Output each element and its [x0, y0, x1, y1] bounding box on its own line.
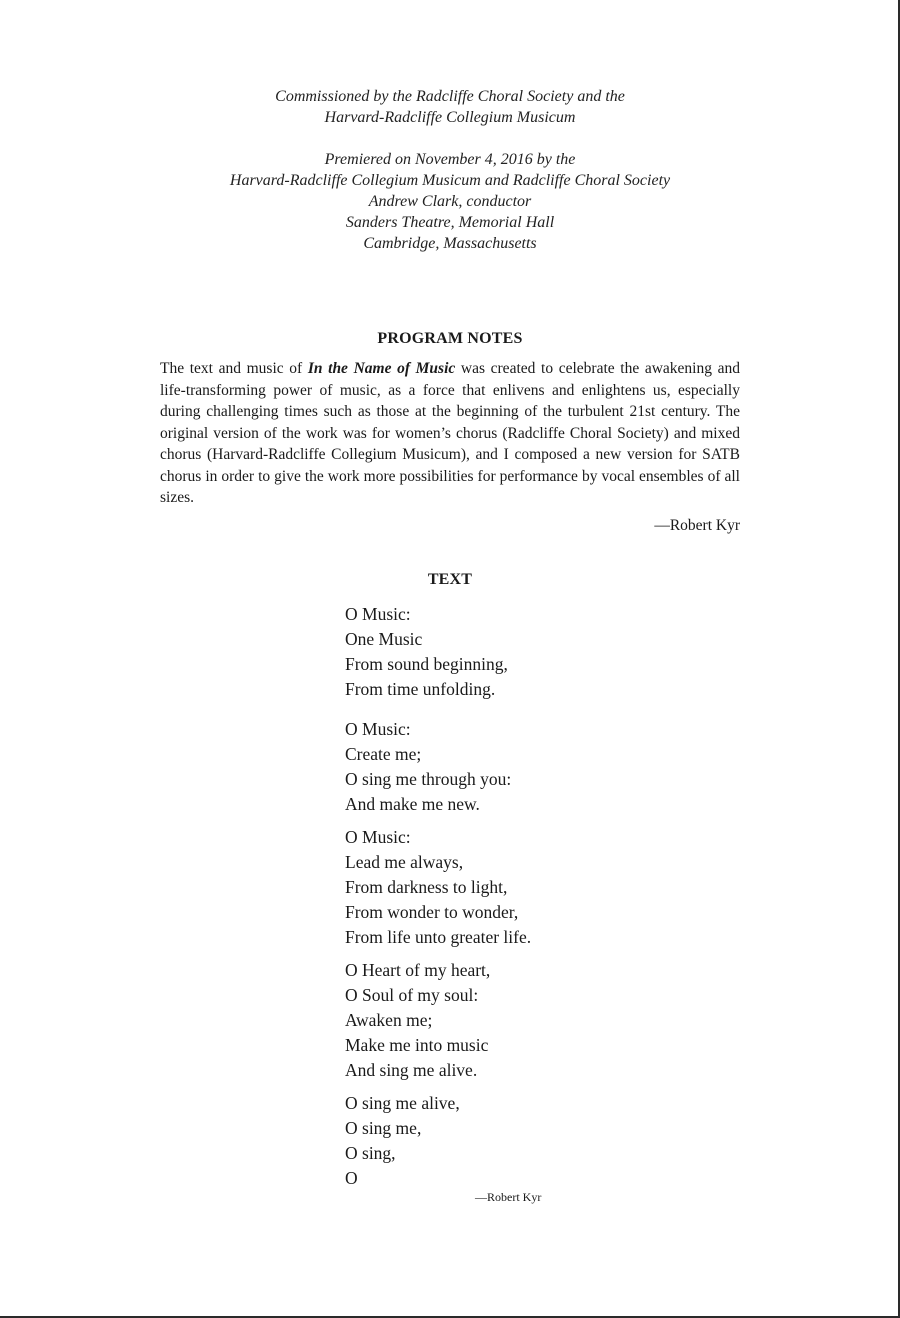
poem-line: And sing me alive. [345, 1060, 478, 1080]
text-heading: TEXT [427, 571, 473, 588]
poem-line: O Music: [345, 827, 411, 847]
poem-line: O sing me alive, [345, 1093, 460, 1113]
poem-line: O Music: [345, 719, 411, 739]
commission-line: Commissioned by the Radcliffe Choral Society and the [275, 88, 625, 105]
stanza [345, 958, 665, 1083]
poem-line: O Soul of my soul: [345, 985, 479, 1005]
poem-line: O sing me, [345, 1118, 422, 1138]
poem-line: From time unfolding. [345, 679, 496, 699]
premiere-credit [0, 149, 900, 254]
stanza [345, 602, 665, 702]
premiere-line: Premiered on November 4, 2016 by the [324, 151, 576, 168]
program-notes-heading: PROGRAM NOTES [377, 330, 523, 347]
notes-intro: The text and music of [160, 360, 308, 377]
poem-line: Lead me always, [345, 852, 464, 872]
poem-line: From wonder to wonder, [345, 902, 519, 922]
poem-line: Create me; [345, 744, 422, 764]
premiere-line: Andrew Clark, conductor [368, 193, 532, 210]
poem-line: O sing, [345, 1143, 396, 1163]
poem-line: From sound beginning, [345, 654, 508, 674]
premiere-line: Harvard-Radcliffe Collegium Musicum and Radcliffe Choral Society [229, 172, 671, 189]
work-title: In the Name of Music [307, 360, 456, 377]
program-notes-body [160, 358, 740, 509]
poem-line: O [345, 1168, 358, 1188]
poem-text [345, 602, 665, 1191]
poem-line: From darkness to light, [345, 877, 508, 897]
poem-signature: —Robert Kyr [475, 1190, 542, 1204]
poem-line: O Music: [345, 604, 411, 624]
notes-text: was created to celebrate the awakening and life-transforming power of music, as a force that enlivens and enlightens us, especially during challenging times such as those at the beginning of the turbulent 21st century. The original version of the work was for women’s chorus (Radcliffe Choral Society) and mixed chorus (Harvard-Radcliffe Collegium Musicum), and I composed a new version for SATB chorus in order to give the work more possibilities for performance by vocal ensembles of all sizes. [160, 360, 740, 506]
poem-line: One Music [345, 629, 423, 649]
poem-line: O Heart of my heart, [345, 960, 491, 980]
commission-line: Harvard-Radcliffe Collegium Musicum [324, 109, 576, 126]
poem-line: Awaken me; [345, 1010, 433, 1030]
commission-credit [0, 86, 900, 128]
poem-line: And make me new. [345, 794, 480, 814]
poem-line: O sing me through you: [345, 769, 512, 789]
poem-line: Make me into music [345, 1035, 489, 1055]
poem-line: From life unto greater life. [345, 927, 532, 947]
stanza [345, 825, 665, 950]
premiere-line: Cambridge, Massachusetts [363, 235, 537, 252]
stanza [345, 717, 665, 817]
premiere-line: Sanders Theatre, Memorial Hall [345, 214, 555, 231]
program-notes-signature: —Robert Kyr [654, 517, 740, 534]
stanza [345, 1091, 665, 1191]
